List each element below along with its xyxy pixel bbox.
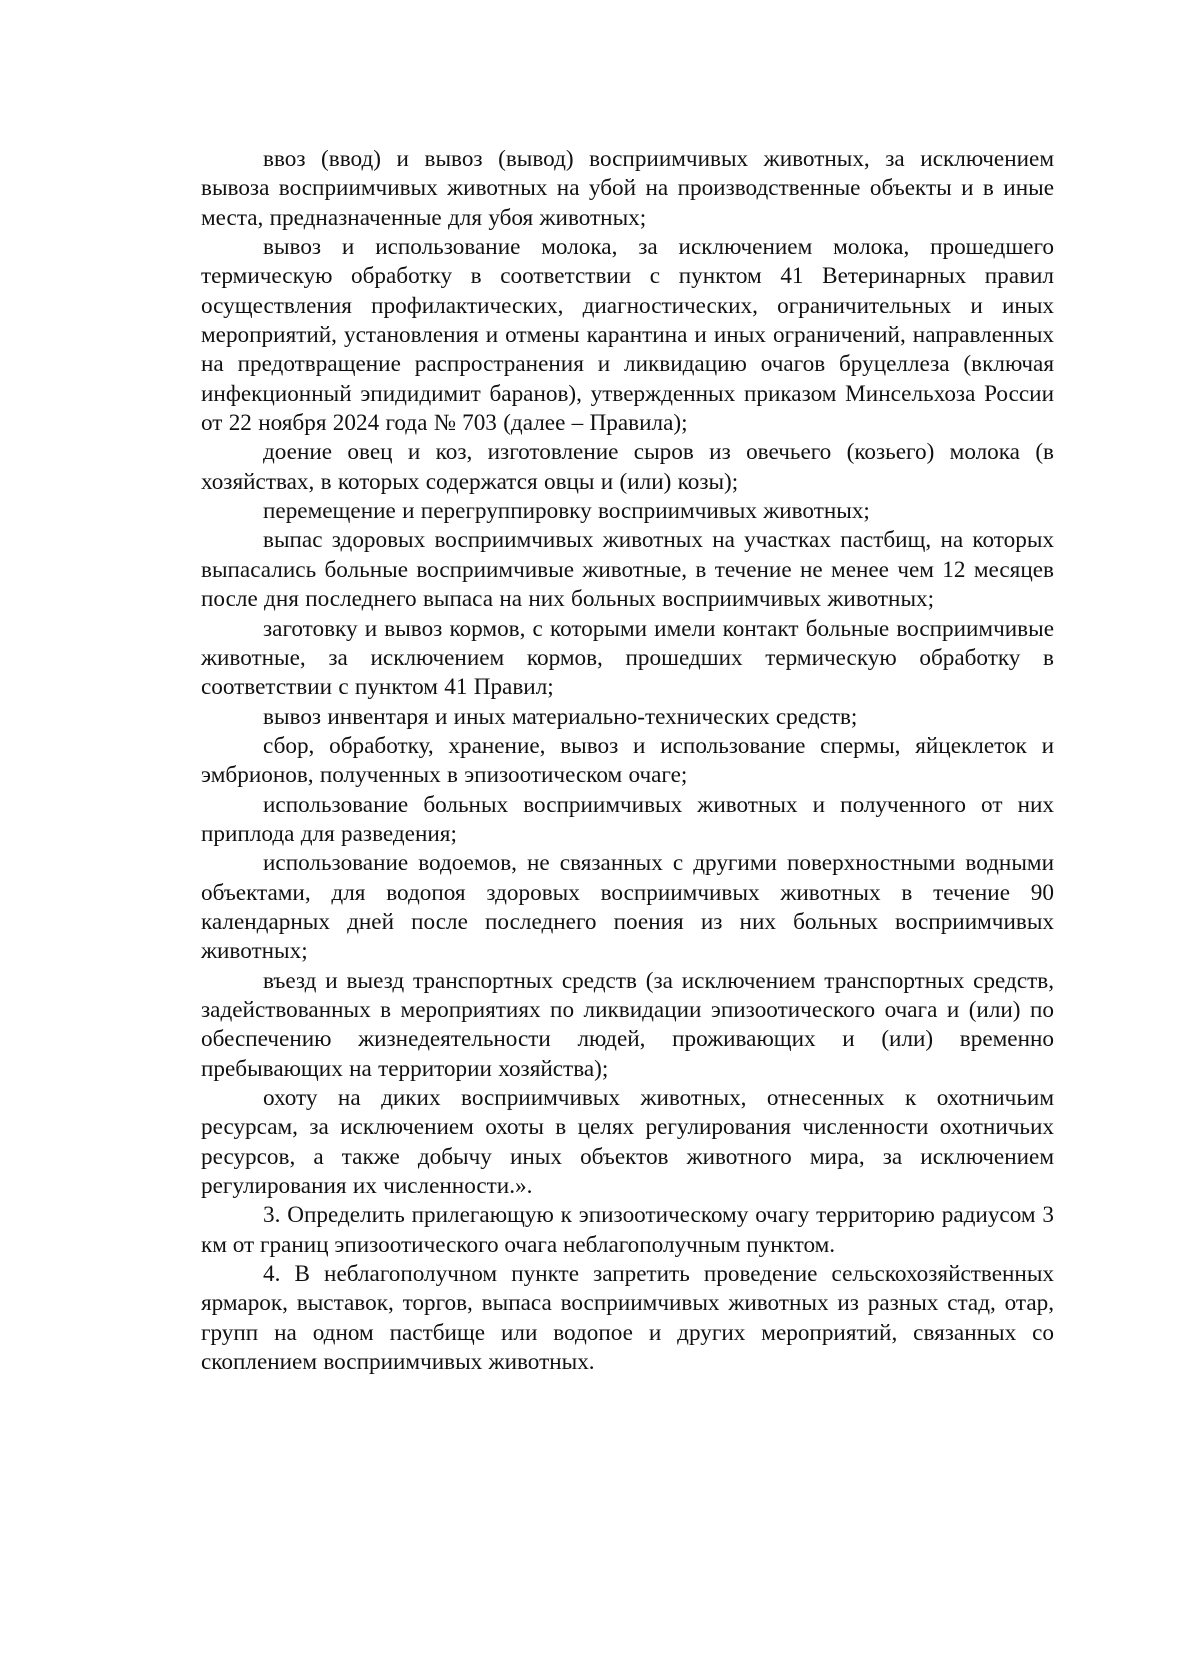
paragraph-milk-export-ban: вывоз и использование молока, за исключением молока, прошедшего термическую обработку в соответствии с пунктом 41 Ветеринарных правил осуществления профилактических, диагностических, ограничительных и иных мероприятий, установления и отмены карантина и иных ограничений, направленных на предотвращение распространения и ликвидацию очагов бруцеллеза (включая инфекционный эпидидимит баранов), утвержденных приказом Минсельхоза России от 22 ноября 2024 года № 703 (далее – Правила); xyxy=(201,234,1054,437)
paragraph-feed-ban: заготовку и вывоз кормов, с которыми имели контакт больные восприимчивые животные, за исключением кормов, прошедших термическую обработку в соответствии с пунктом 41 Правил; xyxy=(201,615,1054,701)
paragraph-item-3: 3. Определить прилегающую к эпизоотическому очагу территорию радиусом 3 км от границ эпизоотического очага неблагополучным пунктом. xyxy=(201,1202,1054,1258)
paragraph-reproductive-material-ban: сбор, обработку, хранение, вывоз и использование спермы, яйцеклеток и эмбрионов, полученных в эпизоотическом очаге; xyxy=(201,732,1054,789)
paragraph-equipment-ban: вывоз инвентаря и иных материально-технических средств; xyxy=(263,703,858,730)
paragraph-grazing-ban: выпас здоровых восприимчивых животных на участках пастбищ, на которых выпасались больные восприимчивые животные, в течение не менее чем 12 месяцев после дня последнего выпаса на них больных восприимчивых животных; xyxy=(201,527,1054,613)
paragraph-hunting-ban: охоту на диких восприимчивых животных, отнесенных к охотничьим ресурсам, за исключением охоты в целях регулирования численности охотничьих ресурсов, а также добычу иных объектов животного мира, за исключением регулирования их численности.». xyxy=(201,1085,1054,1200)
paragraph-milking-ban: доение овец и коз, изготовление сыров из овечьего (козьего) молока (в хозяйствах, в которых содержатся овцы и (или) козы); xyxy=(201,439,1054,495)
paragraph-animal-movement-ban: перемещение и перегруппировку восприимчивых животных; xyxy=(263,498,870,525)
paragraph-import-export-ban: ввоз (ввод) и вывоз (вывод) восприимчивых животных, за исключением вывоза восприимчивых животных на убой на производственные объекты и в иные места, предназначенные для убоя животных; xyxy=(201,146,1054,231)
paragraph-breeding-ban: использование больных восприимчивых животных и полученного от них приплода для разведения; xyxy=(201,791,1054,847)
paragraph-water-use-ban: использование водоемов, не связанных с другими поверхностными водными объектами, для водопоя здоровых восприимчивых животных в течение 90 календарных дней после последнего поения из них больных восприимчивых животных; xyxy=(201,850,1054,965)
document-body xyxy=(201,145,1054,1377)
paragraph-vehicle-ban: въезд и выезд транспортных средств (за исключением транспортных средств, задействованных в мероприятиях по ликвидации эпизоотического очага и (или) по обеспечению жизнедеятельности людей, проживающих и (или) временно пребывающих на территории хозяйства); xyxy=(201,967,1054,1082)
paragraph-item-4: 4. В неблагополучном пункте запретить проведение сельскохозяйственных ярмарок, выставок, торгов, выпаса восприимчивых животных из разных стад, отар, групп на одном пастбище или водопое и других мероприятий, связанных со скоплением восприимчивых животных. xyxy=(201,1261,1054,1376)
